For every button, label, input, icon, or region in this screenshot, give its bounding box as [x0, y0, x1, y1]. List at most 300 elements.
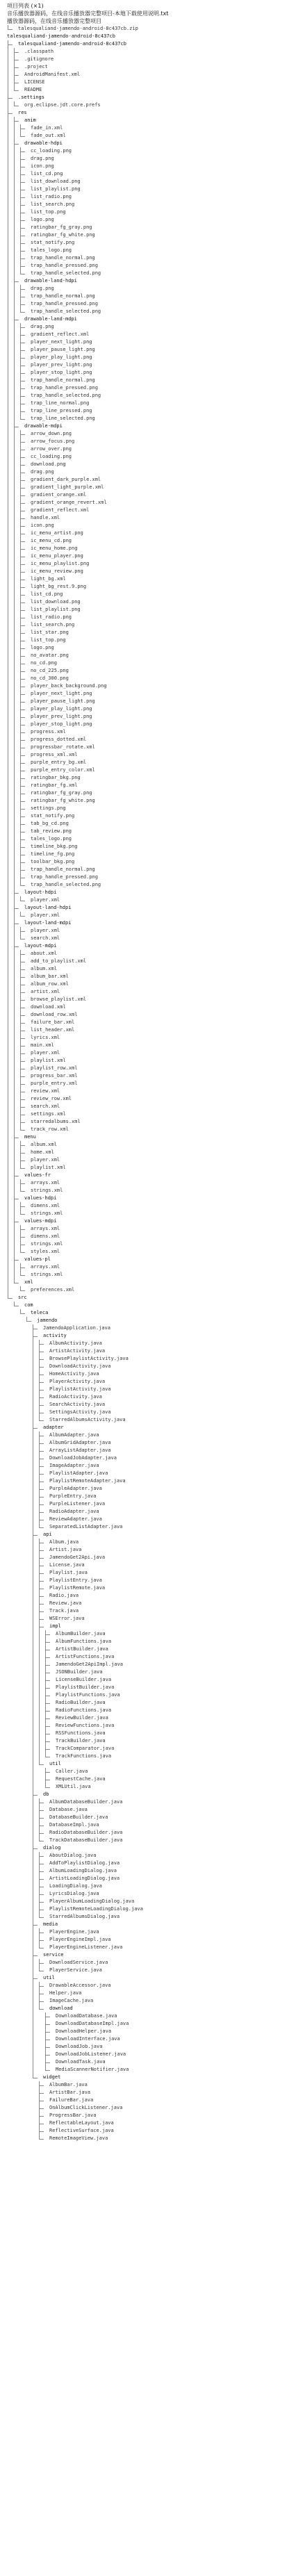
file-node[interactable]	[7, 1852, 296, 1860]
file-node[interactable]	[7, 1814, 296, 1821]
file-node[interactable]	[7, 1753, 296, 1760]
folder-node[interactable]	[7, 315, 296, 323]
file-node[interactable]	[7, 1378, 296, 1386]
file-node[interactable]	[7, 208, 296, 216]
file-node[interactable]	[7, 56, 296, 63]
file-node[interactable]	[7, 1263, 296, 1271]
file-name: list_playlist.png	[31, 186, 81, 192]
file-node[interactable]	[7, 216, 296, 224]
file-name: player_pause_light.png	[31, 347, 95, 352]
file-node[interactable]	[7, 1867, 296, 1875]
file-node[interactable]	[7, 1470, 296, 1477]
file-node[interactable]	[7, 2035, 296, 2043]
file-node[interactable]	[7, 1714, 296, 1722]
folder-node[interactable]	[7, 1256, 296, 1263]
file-node[interactable]	[7, 2097, 296, 2104]
file-node[interactable]	[7, 1057, 296, 1065]
file-node[interactable]	[7, 308, 296, 315]
file-node[interactable]	[7, 377, 296, 384]
folder-node[interactable]	[7, 1294, 296, 1302]
file-node[interactable]	[7, 935, 296, 942]
file-node[interactable]	[7, 805, 296, 812]
file-node[interactable]	[7, 361, 296, 369]
file-node[interactable]	[7, 965, 296, 973]
file-name: PurpleListener.java	[49, 1501, 106, 1507]
file-node[interactable]	[7, 1179, 296, 1187]
file-node[interactable]	[7, 247, 296, 254]
file-node[interactable]	[7, 820, 296, 828]
file-node[interactable]	[7, 132, 296, 140]
file-node[interactable]	[7, 1554, 296, 1561]
file-node[interactable]	[7, 193, 296, 201]
file-node[interactable]	[7, 1699, 296, 1707]
file-node[interactable]	[7, 1860, 296, 1867]
file-node[interactable]	[7, 1355, 296, 1363]
file-node[interactable]	[7, 1447, 296, 1454]
file-node[interactable]	[7, 231, 296, 239]
file-name: trap_handle_pressed.png	[31, 385, 98, 391]
file-node[interactable]	[7, 1088, 296, 1095]
file-node[interactable]	[7, 354, 296, 361]
file-node[interactable]	[7, 1248, 296, 1256]
file-node[interactable]	[7, 1164, 296, 1172]
file-node[interactable]	[7, 384, 296, 392]
file-node[interactable]	[7, 1271, 296, 1279]
folder-node[interactable]	[7, 1217, 296, 1225]
file-node[interactable]	[7, 682, 296, 690]
file-node[interactable]	[7, 461, 296, 468]
file-node[interactable]	[7, 659, 296, 667]
file-node[interactable]	[7, 736, 296, 744]
file-node[interactable]	[7, 101, 296, 109]
file-node[interactable]	[7, 652, 296, 659]
file-node[interactable]	[7, 1691, 296, 1699]
file-node[interactable]	[7, 598, 296, 606]
file-node[interactable]	[7, 774, 296, 782]
file-node[interactable]	[7, 1661, 296, 1668]
file-node[interactable]	[7, 2104, 296, 2112]
file-node[interactable]	[7, 881, 296, 889]
file-name: player_back_background.png	[31, 683, 107, 689]
file-node[interactable]	[7, 1141, 296, 1149]
file-node[interactable]	[7, 1905, 296, 1913]
file-node[interactable]	[7, 147, 296, 155]
file-node[interactable]	[7, 545, 296, 552]
file-node[interactable]	[7, 514, 296, 522]
file-node[interactable]	[7, 1340, 296, 1347]
file-name: list_top.png	[31, 209, 66, 215]
file-node[interactable]	[7, 759, 296, 766]
folder-node[interactable]	[7, 1317, 296, 1324]
folder-node[interactable]	[7, 277, 296, 285]
file-node[interactable]	[7, 1286, 296, 1294]
file-node[interactable]	[7, 155, 296, 163]
file-node[interactable]	[7, 1095, 296, 1103]
file-node[interactable]	[7, 1768, 296, 1775]
file-node[interactable]	[7, 79, 296, 86]
file-node[interactable]	[7, 751, 296, 759]
folder-node[interactable]	[7, 942, 296, 950]
file-node[interactable]	[7, 828, 296, 835]
file-node[interactable]	[7, 124, 296, 132]
file-node[interactable]	[7, 48, 296, 56]
file-node[interactable]	[7, 1126, 296, 1133]
file-node[interactable]	[7, 675, 296, 682]
file-node[interactable]	[7, 1607, 296, 1615]
file-node[interactable]	[7, 2066, 296, 2074]
folder-node[interactable]	[7, 1760, 296, 1768]
file-node[interactable]	[7, 1944, 296, 1951]
file-node[interactable]	[7, 1615, 296, 1623]
file-node[interactable]	[7, 614, 296, 621]
file-node[interactable]	[7, 1103, 296, 1110]
file-node[interactable]	[7, 1401, 296, 1409]
file-node[interactable]	[7, 392, 296, 400]
file-node[interactable]	[7, 1936, 296, 1944]
folder-node[interactable]	[7, 889, 296, 896]
folder-node[interactable]	[7, 919, 296, 927]
file-node[interactable]	[7, 1653, 296, 1661]
file-node[interactable]	[7, 1409, 296, 1416]
tree-header-line	[7, 2, 296, 10]
folder-node[interactable]	[7, 117, 296, 124]
file-node[interactable]	[7, 1676, 296, 1684]
file-node[interactable]	[7, 1508, 296, 1516]
file-node[interactable]	[7, 186, 296, 193]
file-node[interactable]	[7, 1233, 296, 1240]
file-node[interactable]	[7, 1516, 296, 1523]
file-node[interactable]	[7, 629, 296, 637]
folder-node[interactable]	[7, 1791, 296, 1798]
folder-node[interactable]	[7, 1844, 296, 1852]
folder-node[interactable]	[7, 904, 296, 912]
folder-node[interactable]	[7, 1531, 296, 1539]
file-node[interactable]	[7, 1187, 296, 1195]
file-node[interactable]	[7, 400, 296, 407]
file-node[interactable]	[7, 1149, 296, 1156]
file-node[interactable]	[7, 239, 296, 247]
file-node[interactable]	[7, 1019, 296, 1026]
folder-node[interactable]	[7, 1309, 296, 1317]
file-node[interactable]	[7, 522, 296, 530]
file-node[interactable]	[7, 63, 296, 71]
folder-node[interactable]	[7, 2074, 296, 2081]
file-node[interactable]	[7, 2012, 296, 2020]
file-node[interactable]	[7, 1600, 296, 1607]
folder-node[interactable]	[7, 1302, 296, 1309]
file-node[interactable]	[7, 1065, 296, 1072]
file-node[interactable]	[7, 2089, 296, 2097]
folder-node[interactable]	[7, 1951, 296, 1959]
file-node[interactable]	[7, 568, 296, 575]
file-node[interactable]	[7, 637, 296, 644]
file-node[interactable]	[7, 789, 296, 797]
file-node[interactable]	[7, 1638, 296, 1646]
file-node[interactable]	[7, 1806, 296, 1814]
file-node[interactable]	[7, 1821, 296, 1829]
folder-node[interactable]	[7, 1623, 296, 1630]
file-node[interactable]	[7, 621, 296, 629]
file-node[interactable]	[7, 744, 296, 751]
file-node[interactable]	[7, 1546, 296, 1554]
file-node[interactable]	[7, 1225, 296, 1233]
folder-node[interactable]	[7, 33, 296, 40]
file-name: download_row.xml	[31, 1012, 78, 1017]
file-node[interactable]	[7, 866, 296, 873]
file-node[interactable]	[7, 1592, 296, 1600]
file-node[interactable]	[7, 912, 296, 919]
file-node[interactable]	[7, 86, 296, 94]
file-node[interactable]	[7, 430, 296, 438]
file-node[interactable]	[7, 491, 296, 499]
file-node[interactable]	[7, 667, 296, 675]
folder-name: util	[43, 1975, 55, 1980]
file-node[interactable]	[7, 797, 296, 805]
file-name: styles.xml	[31, 1249, 60, 1254]
file-node[interactable]	[7, 782, 296, 789]
file-node[interactable]	[7, 896, 296, 904]
file-node[interactable]	[7, 981, 296, 988]
file-node[interactable]	[7, 1462, 296, 1470]
file-node[interactable]	[7, 1156, 296, 1164]
file-node[interactable]	[7, 1577, 296, 1584]
folder-node[interactable]	[7, 1921, 296, 1928]
file-node[interactable]	[7, 507, 296, 514]
file-node[interactable]	[7, 1118, 296, 1126]
file-node[interactable]	[7, 843, 296, 851]
file-name: player_stop_light.png	[31, 370, 92, 375]
folder-node[interactable]	[7, 423, 296, 430]
file-node[interactable]	[7, 1393, 296, 1401]
file-node[interactable]	[7, 1240, 296, 1248]
file-node[interactable]	[7, 1997, 296, 2005]
file-node[interactable]	[7, 1982, 296, 1990]
file-name: AlbumBuilder.java	[56, 1631, 106, 1636]
file-node[interactable]	[7, 453, 296, 461]
file-node[interactable]	[7, 1630, 296, 1638]
file-node[interactable]	[7, 1913, 296, 1921]
file-node[interactable]	[7, 1890, 296, 1898]
file-node[interactable]	[7, 1523, 296, 1531]
file-node[interactable]	[7, 438, 296, 445]
file-node[interactable]	[7, 1110, 296, 1118]
file-node[interactable]	[7, 1798, 296, 1806]
file-name: arrays.xml	[31, 1226, 60, 1231]
file-node[interactable]	[7, 1928, 296, 1936]
file-node[interactable]	[7, 270, 296, 277]
file-node[interactable]	[7, 1959, 296, 1967]
file-node[interactable]	[7, 1003, 296, 1011]
file-node[interactable]	[7, 958, 296, 965]
file-node[interactable]	[7, 1439, 296, 1447]
folder-node[interactable]	[7, 1332, 296, 1340]
file-name: HomeActivity.java	[49, 1371, 99, 1377]
file-node[interactable]	[7, 1668, 296, 1676]
folder-node[interactable]	[7, 140, 296, 147]
file-node[interactable]	[7, 1722, 296, 1730]
file-node[interactable]	[7, 721, 296, 728]
file-node[interactable]	[7, 1837, 296, 1844]
file-node[interactable]	[7, 323, 296, 331]
folder-node[interactable]	[7, 1195, 296, 1202]
file-node[interactable]	[7, 1363, 296, 1370]
file-node[interactable]	[7, 1210, 296, 1217]
file-node[interactable]	[7, 1646, 296, 1653]
file-node[interactable]	[7, 1347, 296, 1355]
file-node[interactable]	[7, 873, 296, 881]
file-node[interactable]	[7, 1737, 296, 1745]
file-name: no_avatar.png	[31, 653, 69, 658]
file-node[interactable]	[7, 2112, 296, 2119]
file-node[interactable]	[7, 591, 296, 598]
file-node[interactable]	[7, 1569, 296, 1577]
file-node[interactable]	[7, 1783, 296, 1791]
file-node[interactable]	[7, 766, 296, 774]
file-node[interactable]	[7, 1561, 296, 1569]
file-node[interactable]	[7, 1042, 296, 1049]
file-node[interactable]	[7, 1684, 296, 1691]
file-node[interactable]	[7, 1202, 296, 1210]
file-node[interactable]	[7, 1898, 296, 1905]
folder-node[interactable]	[7, 1279, 296, 1286]
file-node[interactable]	[7, 1477, 296, 1485]
file-node[interactable]	[7, 71, 296, 79]
file-node[interactable]	[7, 1990, 296, 1997]
file-node[interactable]	[7, 1730, 296, 1737]
file-name: list_search.png	[31, 202, 75, 207]
file-node[interactable]	[7, 1745, 296, 1753]
file-node[interactable]	[7, 1967, 296, 1974]
file-node[interactable]	[7, 254, 296, 262]
file-node[interactable]	[7, 835, 296, 843]
folder-node[interactable]	[7, 109, 296, 117]
file-node[interactable]	[7, 338, 296, 346]
file-node[interactable]	[7, 1882, 296, 1890]
file-node[interactable]	[7, 1026, 296, 1034]
file-node[interactable]	[7, 293, 296, 300]
file-node[interactable]	[7, 728, 296, 736]
file-node[interactable]	[7, 705, 296, 713]
file-node[interactable]	[7, 1875, 296, 1882]
file-name: trap_handle_selected.png	[31, 270, 101, 276]
file-node[interactable]	[7, 170, 296, 178]
file-node[interactable]	[7, 1454, 296, 1462]
file-node[interactable]	[7, 690, 296, 698]
file-node[interactable]	[7, 1539, 296, 1546]
file-node[interactable]	[7, 163, 296, 170]
file-node[interactable]	[7, 1416, 296, 1424]
file-name: RadioBuilder.java	[56, 1700, 106, 1705]
file-node[interactable]	[7, 285, 296, 293]
file-node[interactable]	[7, 537, 296, 545]
file-node[interactable]	[7, 644, 296, 652]
file-node[interactable]	[7, 858, 296, 866]
file-node[interactable]	[7, 606, 296, 614]
file-node[interactable]	[7, 25, 296, 33]
file-name: player_next_light.png	[31, 339, 92, 345]
file-node[interactable]	[7, 698, 296, 705]
file-node[interactable]	[7, 2028, 296, 2035]
file-name: about.xml	[31, 951, 57, 956]
folder-node[interactable]	[7, 94, 296, 101]
file-node[interactable]	[7, 927, 296, 935]
file-node[interactable]	[7, 1386, 296, 1393]
file-node[interactable]	[7, 468, 296, 476]
file-node[interactable]	[7, 812, 296, 820]
file-node[interactable]	[7, 407, 296, 415]
file-node[interactable]	[7, 499, 296, 507]
file-node[interactable]	[7, 2135, 296, 2142]
file-node[interactable]	[7, 583, 296, 591]
file-node[interactable]	[7, 201, 296, 208]
file-node[interactable]	[7, 1049, 296, 1057]
file-node[interactable]	[7, 2051, 296, 2058]
folder-node[interactable]	[7, 40, 296, 48]
file-node[interactable]	[7, 1584, 296, 1592]
file-node[interactable]	[7, 530, 296, 537]
file-node[interactable]	[7, 988, 296, 996]
file-node[interactable]	[7, 2043, 296, 2051]
file-node[interactable]	[7, 484, 296, 491]
file-node[interactable]	[7, 445, 296, 453]
file-node[interactable]	[7, 973, 296, 981]
file-node[interactable]	[7, 1080, 296, 1088]
folder-node[interactable]	[7, 1133, 296, 1141]
file-node[interactable]	[7, 950, 296, 958]
file-node[interactable]	[7, 1034, 296, 1042]
file-node[interactable]	[7, 1370, 296, 1378]
file-node[interactable]	[7, 1485, 296, 1493]
file-name: PlaylistActivity.java	[49, 1386, 111, 1392]
file-node[interactable]	[7, 2081, 296, 2089]
file-node[interactable]	[7, 1500, 296, 1508]
file-node[interactable]	[7, 300, 296, 308]
file-node[interactable]	[7, 331, 296, 338]
file-node[interactable]	[7, 178, 296, 186]
folder-node[interactable]	[7, 1974, 296, 1982]
file-node[interactable]	[7, 1011, 296, 1019]
file-name: StarredAlbumsActivity.java	[49, 1417, 126, 1422]
file-node[interactable]	[7, 2020, 296, 2028]
file-node[interactable]	[7, 2127, 296, 2135]
file-node[interactable]	[7, 713, 296, 721]
file-name: RadioFunctions.java	[56, 1707, 112, 1713]
file-node[interactable]	[7, 851, 296, 858]
file-node[interactable]	[7, 476, 296, 484]
folder-node[interactable]	[7, 1172, 296, 1179]
file-node[interactable]	[7, 2119, 296, 2127]
file-node[interactable]	[7, 369, 296, 377]
folder-node[interactable]	[7, 2005, 296, 2012]
file-node[interactable]	[7, 262, 296, 270]
file-node[interactable]	[7, 1829, 296, 1837]
file-node[interactable]	[7, 1431, 296, 1439]
file-node[interactable]	[7, 996, 296, 1003]
file-node[interactable]	[7, 1324, 296, 1332]
file-node[interactable]	[7, 552, 296, 560]
file-node[interactable]	[7, 575, 296, 583]
file-node[interactable]	[7, 346, 296, 354]
folder-node[interactable]	[7, 1424, 296, 1431]
file-node[interactable]	[7, 560, 296, 568]
file-node[interactable]	[7, 2058, 296, 2066]
file-node[interactable]	[7, 1072, 296, 1080]
file-node[interactable]	[7, 415, 296, 423]
file-node[interactable]	[7, 1707, 296, 1714]
file-node[interactable]	[7, 1775, 296, 1783]
file-node[interactable]	[7, 1493, 296, 1500]
file-node[interactable]	[7, 224, 296, 231]
